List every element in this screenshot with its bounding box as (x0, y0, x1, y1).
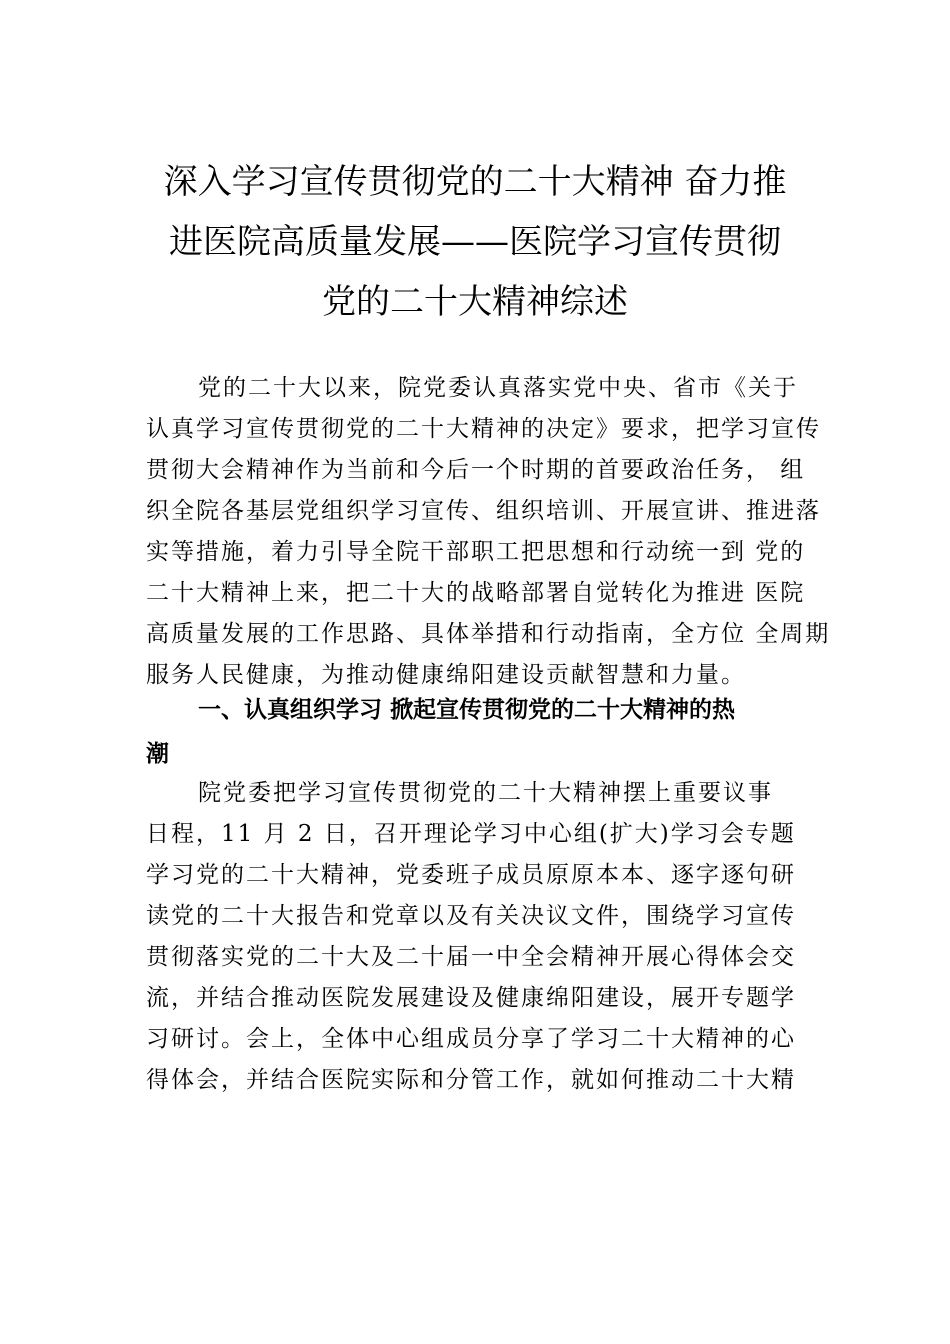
heading-line: 一、认真组织学习 掀起宣传贯彻党的二十大精神的热 (198, 697, 736, 723)
paragraph-line: 贯彻大会精神作为当前和今后一个时期的首要政治任务， 组 (146, 457, 806, 483)
paragraph-line: 流，并结合推动医院发展建设及健康绵阳建设，展开专题学 (146, 985, 796, 1011)
paragraph-line: 日程，11 月 2 日，召开理论学习中心组(扩大)学习会专题 (146, 821, 796, 847)
paragraph-line: 党的二十大以来，院党委认真落实党中央、省市《关于 (198, 375, 798, 401)
paragraph-line: 贯彻落实党的二十大及二十届一中全会精神开展心得体会交 (146, 944, 796, 970)
section-1-heading (146, 688, 836, 776)
document-title (140, 152, 810, 332)
paragraph-line: 服务人民健康，为推动健康绵阳建设贡献智慧和力量。 (146, 662, 746, 688)
paragraph-line: 得体会，并结合医院实际和分管工作，就如何推动二十大精 (146, 1067, 796, 1093)
heading-line: 潮 (146, 741, 169, 767)
paragraph-line: 二十大精神上来，把二十大的战略部署自觉转化为推进 医院 (146, 580, 806, 606)
paragraph-line: 认真学习宣传贯彻党的二十大精神的决定》要求，把学习宣传 (146, 416, 821, 442)
paragraph-line: 学习党的二十大精神，党委班子成员原原本本、逐字逐句研 (146, 862, 796, 888)
intro-paragraph (146, 368, 836, 696)
paragraph-line: 织全院各基层党组织学习宣传、组织培训、开展宣讲、推进落 (146, 498, 821, 524)
paragraph-line: 读党的二十大报告和党章以及有关决议文件，围绕学习宣传 (146, 903, 796, 929)
title-line: 进医院高质量发展——医院学习宣传贯彻 (169, 222, 781, 262)
section-1-paragraph (146, 773, 836, 1101)
title-line: 党的二十大精神综述 (322, 282, 628, 322)
paragraph-line: 院党委把学习宣传贯彻党的二十大精神摆上重要议事 (198, 780, 773, 806)
paragraph-line: 实等措施，着力引导全院干部职工把思想和行动统一到 党的 (146, 539, 806, 565)
paragraph-line: 习研讨。会上，全体中心组成员分享了学习二十大精神的心 (146, 1026, 796, 1052)
paragraph-line: 高质量发展的工作思路、具体举措和行动指南，全方位 全周期 (146, 621, 831, 647)
title-line: 深入学习宣传贯彻党的二十大精神 奋力推 (163, 162, 787, 202)
